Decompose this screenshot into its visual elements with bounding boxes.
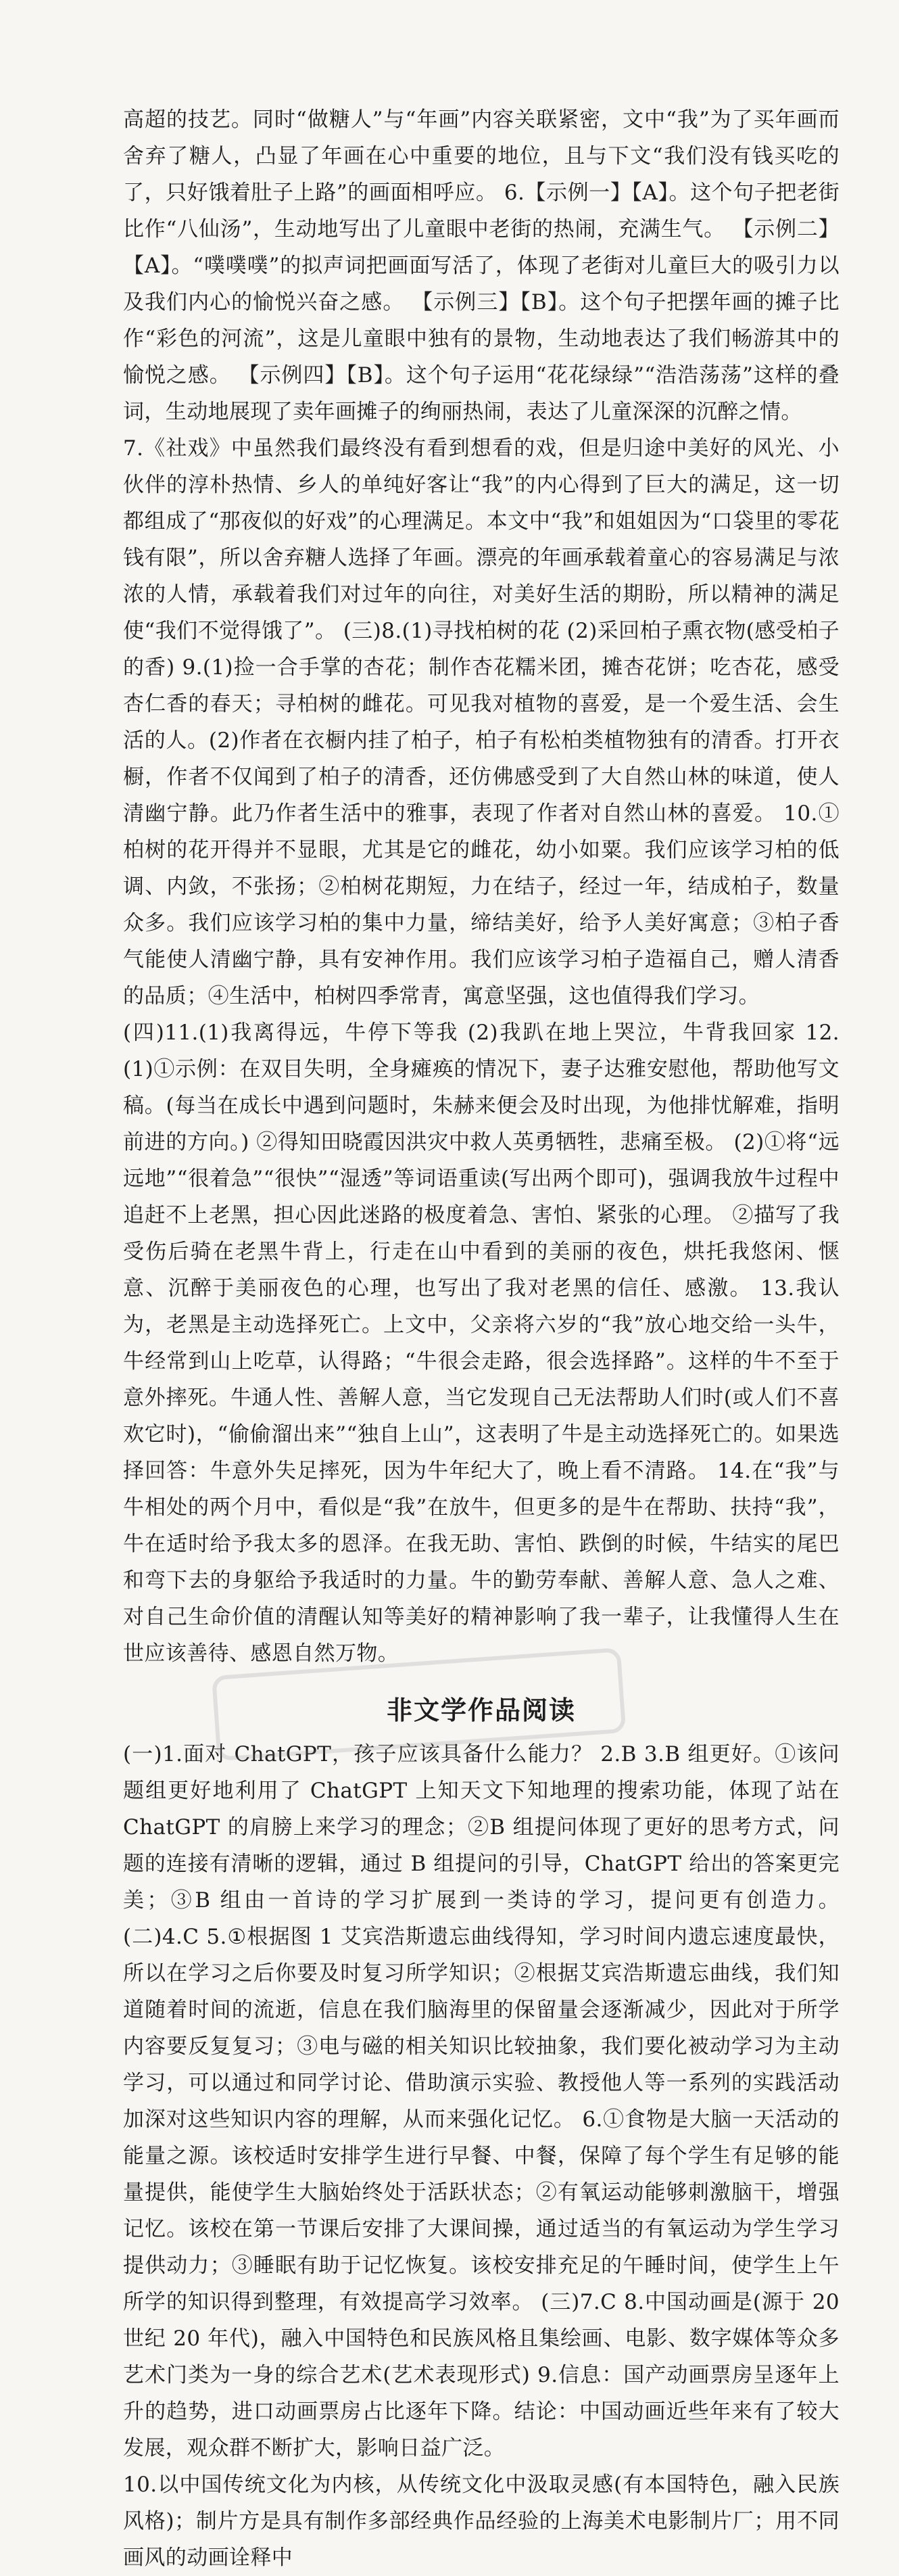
content-column [123,101,840,2576]
section-title: 非文学作品阅读 [386,1695,576,1725]
answer-paragraph: 10.以中国传统文化为内核，从传统文化中汲取灵感(有本国特色，融入民族风格)；制片方是具有制作多部经典作品经验的上海美术电影制片厂；用不同画风的动画诠释中 [123,2473,840,2570]
answer-paragraph: 高超的技艺。同时“做糖人”与“年画”内容关联紧密，文中“我”为了买年画而舍弃了糖人，凸显了年画在心中重要的地位，且与下文“我们没有钱买吃的了，只好饿着肚子上路”的画面相呼应。 6.【示例一】【A】。这个句子把老街比作“八仙汤”，生动地写出了儿童眼中老街的热闹，充满生气。 【示例二】【A】。“噗噗噗”的拟声词把画面写活了，体现了老街对儿童巨大的吸引力以及我们内心的愉悦兴奋之感。 【示例三】【B】。这个句子把摆年画的摊子比作“彩色的河流”，这是儿童眼中独有的景物，生动地表达了我们畅游其中的愉悦之感。 【示例四】【B】。这个句子运用“花花绿绿”“浩浩荡荡”这样的叠词，生动地展现了卖年画摊子的绚丽热闹，表达了儿童深深的沉醉之情。 [123,108,840,424]
answer-paragraph: 7.《社戏》中虽然我们最终没有看到想看的戏，但是归途中美好的风光、小伙伴的淳朴热情、乡人的单纯好客让“我”的内心得到了巨大的满足，这一切都组成了“那夜似的好戏”的心理满足。本文中“我”和姐姐因为“口袋里的零花钱有限”，所以舍弃糖人选择了年画。漂亮的年画承载着童心的容易满足与浓浓的人情，承载着我们对过年的向往，对美好生活的期盼，所以精神的满足使“我们不觉得饿了”。 (三)8.(1)寻找柏树的花 (2)采回柏子熏衣物(感受柏子的香) 9.(1)捡一合手掌的杏花；制作杏花糯米团，摊杏花饼；吃杏花，感受杏仁香的春天；寻柏树的雌花。可见我对植物的喜爱，是一个爱生活、会生活的人。(2)作者在衣橱内挂了柏子，柏子有松柏类植物独有的清香。打开衣橱，作者不仅闻到了柏子的清香，还仿佛感受到了大自然山林的味道，使人清幽宁静。此乃作者生活中的雅事，表现了作者对自然山林的喜爱。 10.①柏树的花开得并不显眼，尤其是它的雌花，幼小如粟。我们应该学习柏的低调、内敛，不张扬；②柏树花期短，力在结子，经过一年，结成柏子，数量众多。我们应该学习柏的集中力量，缔结美好，给予人美好寓意；③柏子香气能使人清幽宁静，具有安神作用。我们应该学习柏子造福自己，赠人清香的品质；④生活中，柏树四季常青，寓意坚强，这也值得我们学习。 [123,436,840,1008]
answer-paragraph: (一)1.面对 ChatGPT，孩子应该具备什么能力？ 2.B 3.B 组更好。①该问题组更好地利用了 ChatGPT 上知天文下知地理的搜索功能，体现了站在 ChatGPT 的肩膀上来学习的理念；②B 组提问体现了更好的思考方式，问题的连接有清晰的逻辑，通过 B 组提问的引导，ChatGPT 给出的答案更完美；③B 组由一首诗的学习扩展到一类诗的学习，提问更有创造力。 (二)4.C 5.①根据图 1 艾宾浩斯遗忘曲线得知，学习时间内遗忘速度最快，所以在学习之后你要及时复习所学知识；②根据艾宾浩斯遗忘曲线，我们知道随着时间的流逝，信息在我们脑海里的保留量会逐渐减少，因此对于所学内容要反复复习；③电与磁的相关知识比较抽象，我们要化被动学习为主动学习，可以通过和同学讨论、借助演示实验、教授他人等一系列的实践活动加深对这些知识内容的理解，从而来强化记忆。 6.①食物是大脑一天活动的能量之源。该校适时安排学生进行早餐、中餐，保障了每个学生有足够的能量提供，能使学生大脑始终处于活跃状态；②有氧运动能够刺激脑干，增强记忆。该校在第一节课后安排了大课间操，通过适当的有氧运动为学生学习提供动力；③睡眠有助于记忆恢复。该校安排充足的午睡时间，使学生上午所学的知识得到整理，有效提高学习效率。 (三)7.C 8.中国动画是(源于 20 世纪 20 年代)，融入中国特色和民族风格且集绘画、电影、数字媒体等众多艺术门类为一身的综合艺术(艺术表现形式) 9.信息：国产动画票房呈逐年上升的趋势，进口动画票房占比逐年下降。结论：中国动画近些年来有了较大发展，观众群不断扩大，影响日益广泛。 [123,1742,840,2460]
answer-paragraph: (四)11.(1)我离得远，牛停下等我 (2)我趴在地上哭泣，牛背我回家 12.(1)①示例：在双目失明，全身瘫痪的情况下，妻子达雅安慰他，帮助他写文稿。(每当在成长中遇到问题时，朱赫来便会及时出现，为他排忧解难，指明前进的方向。) ②得知田晓霞因洪灾中救人英勇牺牲，悲痛至极。 (2)①将“远远地”“很着急”“很快”“湿透”等词语重读(写出两个即可)，强调我放牛过程中追赶不上老黑，担心因此迷路的极度着急、害怕、紧张的心理。 ②描写了我受伤后骑在老黑牛背上，行走在山中看到的美丽的夜色，烘托我悠闲、惬意、沉醉于美丽夜色的心理，也写出了我对老黑的信任、感激。 13.我认为，老黑是主动选择死亡。上文中，父亲将六岁的“我”放心地交给一头牛，牛经常到山上吃草，认得路；“牛很会走路，很会选择路”。这样的牛不至于意外摔死。牛通人性、善解人意，当它发现自己无法帮助人们时(或人们不喜欢它时)，“偷偷溜出来”“独自上山”，这表明了牛是主动选择死亡的。如果选择回答：牛意外失足摔死，因为牛年纪大了，晚上看不清路。 14.在“我”与牛相处的两个月中，看似是“我”在放牛，但更多的是牛在帮助、扶持“我”，牛在适时给予我太多的恩泽。在我无助、害怕、跌倒的时候，牛结实的尾巴和弯下去的身躯给予我适时的力量。牛的勤劳奉献、善解人意、急人之难、对自己生命价值的清醒认知等美好的精神影响了我一辈子，让我懂得人生在世应该善待、感恩自然万物。 [123,1021,840,1666]
